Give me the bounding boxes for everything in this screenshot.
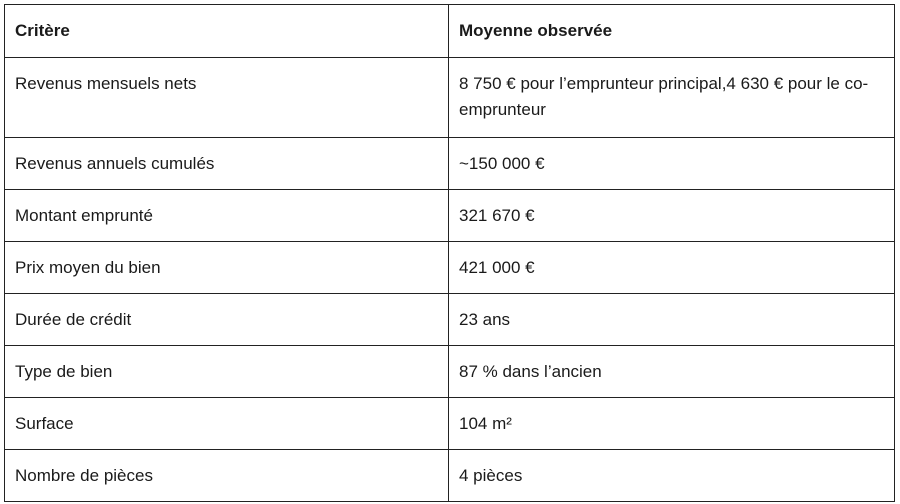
row-criterion: Montant emprunté [5,190,449,242]
table-row [5,58,895,138]
row-criterion: Type de bien [5,346,449,398]
table-row [5,398,895,450]
row-value: 4 pièces [449,450,895,502]
data-table-container [4,4,894,502]
table-row [5,190,895,242]
row-criterion: Nombre de pièces [5,450,449,502]
table-header-row [5,5,895,58]
row-value: 104 m² [449,398,895,450]
row-value: 8 750 € pour l’emprunteur principal,4 630 € pour le co-emprunteur [449,58,895,138]
table-row [5,242,895,294]
header-criterion: Critère [5,5,449,58]
row-criterion: Revenus annuels cumulés [5,138,449,190]
table-row [5,450,895,502]
header-observed-average: Moyenne observée [449,5,895,58]
row-criterion: Prix moyen du bien [5,242,449,294]
row-criterion: Revenus mensuels nets [5,58,449,138]
row-criterion: Surface [5,398,449,450]
table-row [5,138,895,190]
row-criterion: Durée de crédit [5,294,449,346]
table-row [5,346,895,398]
row-value: 421 000 € [449,242,895,294]
row-value: 87 % dans l’ancien [449,346,895,398]
criteria-table [4,4,895,502]
row-value: 321 670 € [449,190,895,242]
table-row [5,294,895,346]
row-value: ~150 000 € [449,138,895,190]
row-value: 23 ans [449,294,895,346]
